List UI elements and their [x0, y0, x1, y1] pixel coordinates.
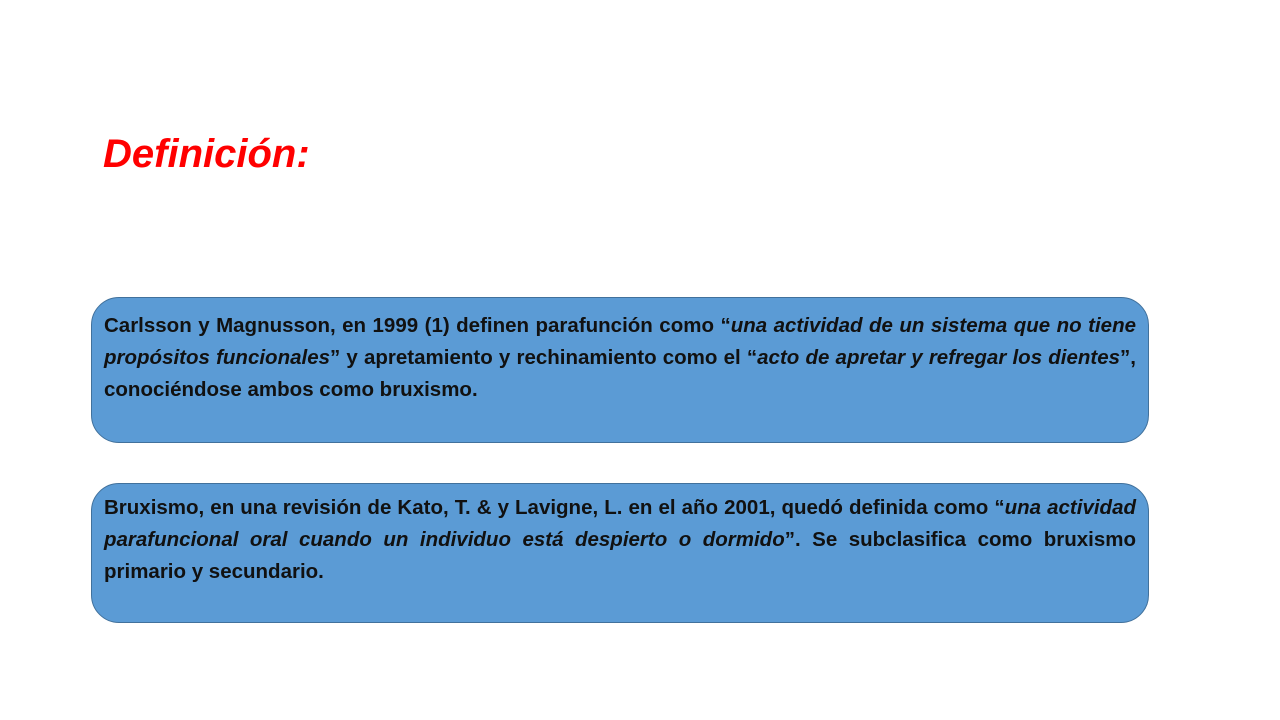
text-segment: ”, conociéndose ambos como bruxismo.	[104, 346, 1136, 401]
quote-text: acto de apretar y refregar los dientes	[757, 346, 1121, 369]
quote-text: una actividad de un sistema que no tiene propósitos funcionales	[104, 314, 1136, 369]
text-segment: Bruxismo, en una revisión de Kato, T. & y Lavigne, L. en el año 2001, quedó definida como “	[104, 496, 1005, 519]
text-segment: ”. Se subclasifica como bruxismo primario y secundario.	[104, 528, 1136, 583]
definition-box-kato	[91, 483, 1149, 623]
definition-text-kato	[104, 492, 1136, 588]
quote-text: una actividad parafuncional oral cuando un individuo está despierto o dormido	[104, 496, 1136, 551]
definition-text-carlsson	[104, 310, 1136, 406]
text-segment: Carlsson y Magnusson, en 1999 (1) definen parafunción como “	[104, 314, 731, 337]
text-segment: ” y apretamiento y rechinamiento como el “	[330, 346, 758, 369]
definition-box-carlsson	[91, 297, 1149, 443]
slide-title: Definición:	[103, 132, 310, 176]
